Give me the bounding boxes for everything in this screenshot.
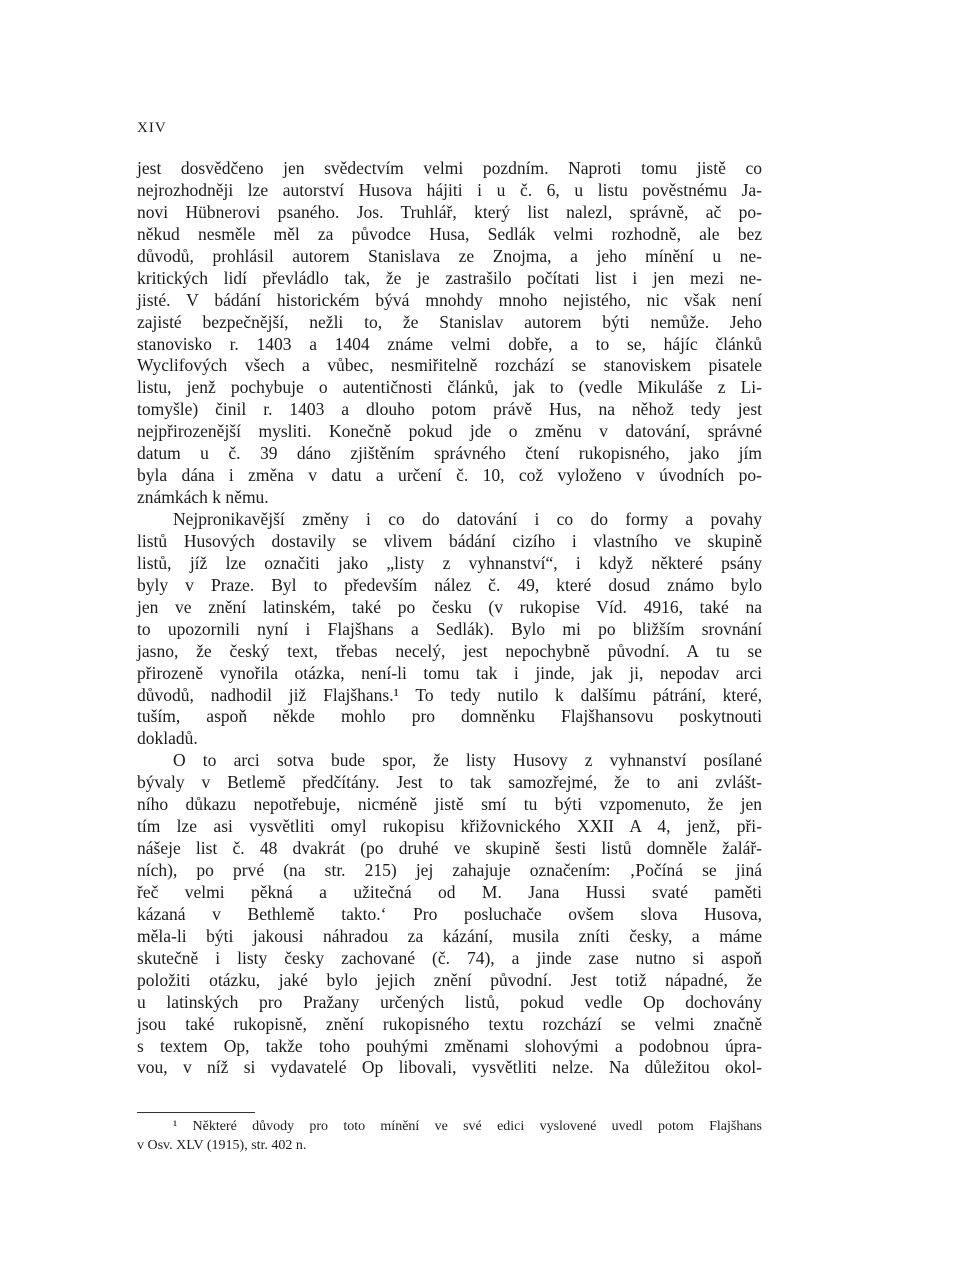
text-line: byla dána i změna v datu a určení č. 10, což vyloženo v úvodních po- xyxy=(137,465,762,486)
text-line: listu, jenž pochybuje o autentičnosti článků, jak to (vedle Mikuláše z Li- xyxy=(137,377,762,398)
body-text xyxy=(137,158,762,1079)
text-line: tuším, aspoň někde mohlo pro domněnku Flajšhansovu poskytnouti xyxy=(137,706,762,727)
page-number: XIV xyxy=(137,120,167,136)
text-line: ních), po prvé (na str. 215) jej zahajuje označením: ‚Počíná se jiná xyxy=(137,860,762,880)
text-line: listů, jíž lze označiti jako „listy z vyhnanství“, i když některé psány xyxy=(137,552,762,573)
text-line: Nejpronikavější změny i co do datování i co do formy a povahy xyxy=(173,509,762,529)
text-line: jen ve znění latinském, také po česku (v rukopise Víd. 4916, také na xyxy=(137,596,762,617)
text-line: ního důkazu nepotřebuje, nicméně jistě smí tu býti vzpomenuto, že jen xyxy=(137,794,762,815)
text-line: řeč velmi pěkná a užitečná od M. Jana Hussi svaté paměti xyxy=(137,881,762,902)
text-line: Wyclifových všech a vůbec, nesmiřitelně rozchází se stanoviskem pisatele xyxy=(137,355,762,376)
text-line: důvodů, prohlásil autorem Stanislava ze Znojma, a jeho mínění u ne- xyxy=(137,245,762,266)
text-line: stanovisko r. 1403 a 1404 známe velmi dobře, a to se, hájíc článků xyxy=(137,333,762,354)
text-line: měla-li býti jakousi náhradou za kázání, musila zníti česky, a máme xyxy=(137,925,762,946)
footnote-line: ¹ Některé důvody pro toto mínění ve své edici vyslovené uvedl potom Flajšhans xyxy=(173,1119,762,1134)
text-line: kritických lidí převládlo tak, že je zastrašilo počítati list i jen mezi ne- xyxy=(137,267,762,288)
text-line: někud nesměle měl za původce Husa, Sedlák velmi rozhodně, ale bez xyxy=(137,223,762,244)
text-line: O to arci sotva bude spor, že listy Husovy z vyhnanství posílané xyxy=(173,750,762,771)
text-line: datum u č. 39 dáno zjištěním správného čtení rukopisného, jako jím xyxy=(137,443,762,464)
text-line: novi Hübnerovi psaného. Jos. Truhlář, který list nalezl, správně, ač po- xyxy=(137,201,762,222)
text-line: byly v Praze. Byl to především nález č. 49, které dosud známo bylo xyxy=(137,574,762,595)
text-line: vou, v níž si vydavatelé Op libovali, vysvětliti nelze. Na důležitou okol- xyxy=(137,1057,762,1078)
text-line: jisté. V bádání historickém bývá mnohdy mnoho nejistého, nic však není xyxy=(137,289,762,310)
text-line: známkách k němu. xyxy=(137,487,269,508)
text-line: to upozornili nyní i Flajšhans a Sedlák). Bylo mi po bližším srovnání xyxy=(137,618,762,639)
text-line: položiti otázku, jaké bylo jejich znění původní. Jest totiž nápadné, že xyxy=(137,969,762,990)
text-line: přirozeně vynořila otázka, není-li tomu tak i jinde, jak ji, nepodav arci xyxy=(137,662,762,683)
footnote-line: v Osv. XLV (1915), str. 402 n. xyxy=(137,1138,307,1153)
footnote-divider xyxy=(137,1112,255,1113)
text-line: zajisté bezpečnější, nežli to, že Stanislav autorem býti nemůže. Jeho xyxy=(137,311,762,332)
text-line: jest dosvědčeno jen svědectvím velmi pozdním. Naproti tomu jistě co xyxy=(137,158,762,178)
footnotes xyxy=(137,1117,762,1155)
text-line: důvodů, nadhodil již Flajšhans.¹ To tedy nutilo k dalšímu pátrání, které, xyxy=(137,684,762,705)
text-line: tomyšle) činil r. 1403 a dlouho potom právě Hus, na něhož tedy jest xyxy=(137,399,762,420)
text-line: nášeje list č. 48 dvakrát (po druhé ve skupině šesti listů domněle žalář- xyxy=(137,838,762,859)
text-line: jasno, že český text, třebas necelý, jest nepochybně původní. A tu se xyxy=(137,640,762,661)
text-line: nejrozhodněji lze autorství Husova hájiti i u č. 6, u listu pověstnému Ja- xyxy=(137,179,762,200)
text-line: u latinských pro Pražany určených listů, pokud vedle Op dochovány xyxy=(137,991,762,1012)
text-line: nejpřirozenější mysliti. Konečně pokud jde o změnu v datování, správné xyxy=(137,421,762,442)
text-line: skutečně i listy česky zachované (č. 74), a jinde zase nutno si aspoň xyxy=(137,947,762,968)
text-line: kázaná v Bethlemě takto.‘ Pro posluchače ovšem slova Husova, xyxy=(137,903,762,924)
text-line: tím lze asi vysvětliti omyl rukopisu křižovnického XXII A 4, jenž, při- xyxy=(137,816,762,837)
text-line: dokladů. xyxy=(137,728,198,749)
text-line: listů Husových dostavily se vlivem bádání cizího i vlastního ve skupině xyxy=(137,530,762,551)
text-line: s textem Op, takže toho pouhými změnami slohovými a podobnou úpra- xyxy=(137,1035,762,1056)
text-line: jsou také rukopisně, znění rukopisného textu rozchází se velmi značně xyxy=(137,1013,762,1034)
text-line: bývaly v Betlemě předčítány. Jest to tak samozřejmé, že to ani zvlášt- xyxy=(137,772,762,793)
